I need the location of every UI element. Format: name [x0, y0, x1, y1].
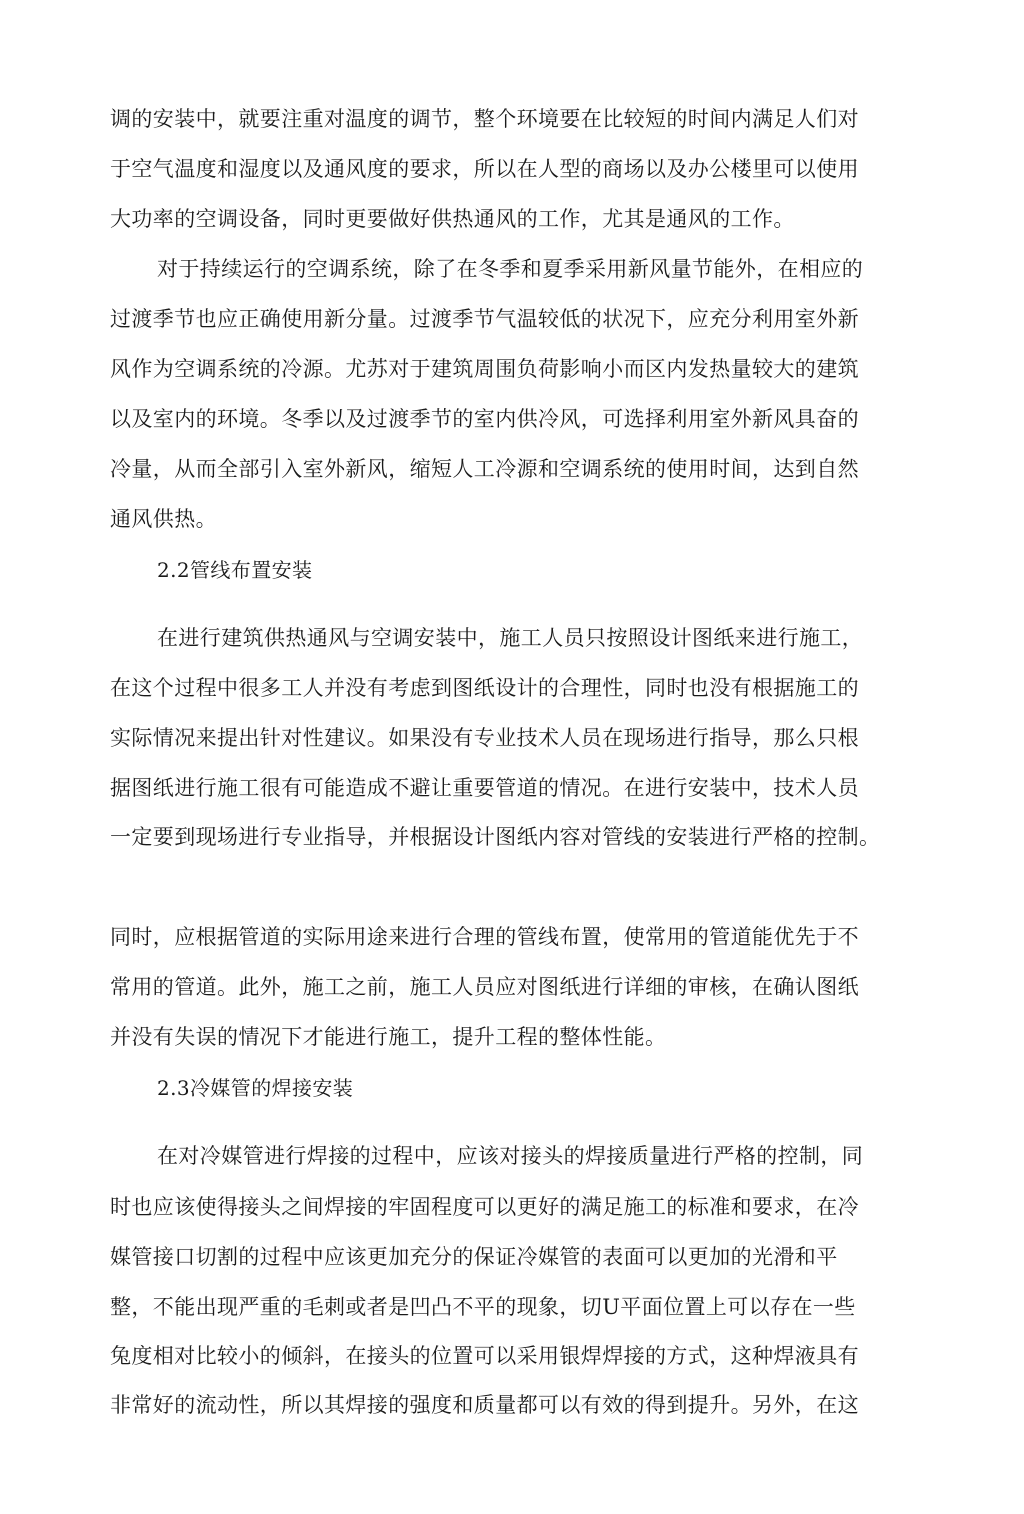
paragraph-line: 风作为空调系统的冷源。尤苏对于建筑周围负荷影响小而区内发热量较大的建筑 — [110, 357, 859, 381]
paragraph-line: 调的安装中，就要注重对温度的调节，整个环境要在比较短的时间内满足人们对 — [110, 107, 859, 131]
paragraph-line: 整，不能出现严重的毛刺或者是凹凸不平的现象，切U平面位置上可以存在一些 — [110, 1295, 856, 1319]
paragraph-line: 冷量，从而全部引入室外新风，缩短人工冷源和空调系统的使用时间，达到自然 — [110, 457, 859, 481]
section-heading: 2.3冷媒管的焊接安装 — [157, 1076, 354, 1100]
section-heading: 2.2管线布置安装 — [157, 558, 313, 582]
paragraph-line: 以及室内的环境。冬季以及过渡季节的室内供冷风，可选择利用室外新风具奋的 — [110, 407, 859, 431]
paragraph-line: 一定要到现场进行专业指导，并根据设计图纸内容对管线的安装进行严格的控制。 — [110, 825, 881, 849]
paragraph-line: 于空气温度和湿度以及通风度的要求，所以在人型的商场以及办公楼里可以使用 — [110, 157, 859, 181]
paragraph-line: 过渡季节也应正确使用新分量。过渡季节气温较低的状况下，应充分利用室外新 — [110, 307, 859, 331]
paragraph-line: 并没有失误的情况下才能进行施工，提升工程的整体性能。 — [110, 1025, 667, 1049]
paragraph-line: 对于持续运行的空调系统，除了在冬季和夏季采用新风量节能外，在相应的 — [157, 257, 864, 281]
paragraph-line: 媒管接口切割的过程中应该更加充分的保证冷媒管的表面可以更加的光滑和平 — [110, 1245, 838, 1269]
paragraph-line: 据图纸进行施工很有可能造成不避让重要管道的情况。在进行安装中，技术人员 — [110, 776, 859, 800]
paragraph-line: 在这个过程中很多工人并没有考虑到图纸设计的合理性，同时也没有根据施工的 — [110, 676, 859, 700]
paragraph-line: 实际情况来提出针对性建议。如果没有专业技术人员在现场进行指导，那么只根 — [110, 726, 859, 750]
paragraph-line: 同时，应根据管道的实际用途来进行合理的管线布置，使常用的管道能优先于不 — [110, 925, 859, 949]
paragraph-line: 非常好的流动性，所以其焊接的强度和质量都可以有效的得到提升。另外，在这 — [110, 1393, 859, 1417]
paragraph-line: 在对冷媒管进行焊接的过程中，应该对接头的焊接质量进行严格的控制，同 — [157, 1144, 864, 1168]
paragraph-line: 在进行建筑供热通风与空调安装中，施工人员只按照设计图纸来进行施工， — [157, 626, 864, 650]
paragraph-line: 常用的管道。此外，施工之前，施工人员应对图纸进行详细的审核，在确认图纸 — [110, 975, 859, 999]
paragraph-line: 通风供热。 — [110, 507, 217, 531]
paragraph-line: 时也应该使得接头之间焊接的牢固程度可以更好的满足施工的标准和要求，在冷 — [110, 1195, 859, 1219]
paragraph-line: 大功率的空调设备，同时更要做好供热通风的工作，尤其是通风的工作。 — [110, 207, 795, 231]
paragraph-line: 兔度相对比较小的倾斜，在接头的位置可以采用银焊焊接的方式，这种焊液具有 — [110, 1344, 859, 1368]
